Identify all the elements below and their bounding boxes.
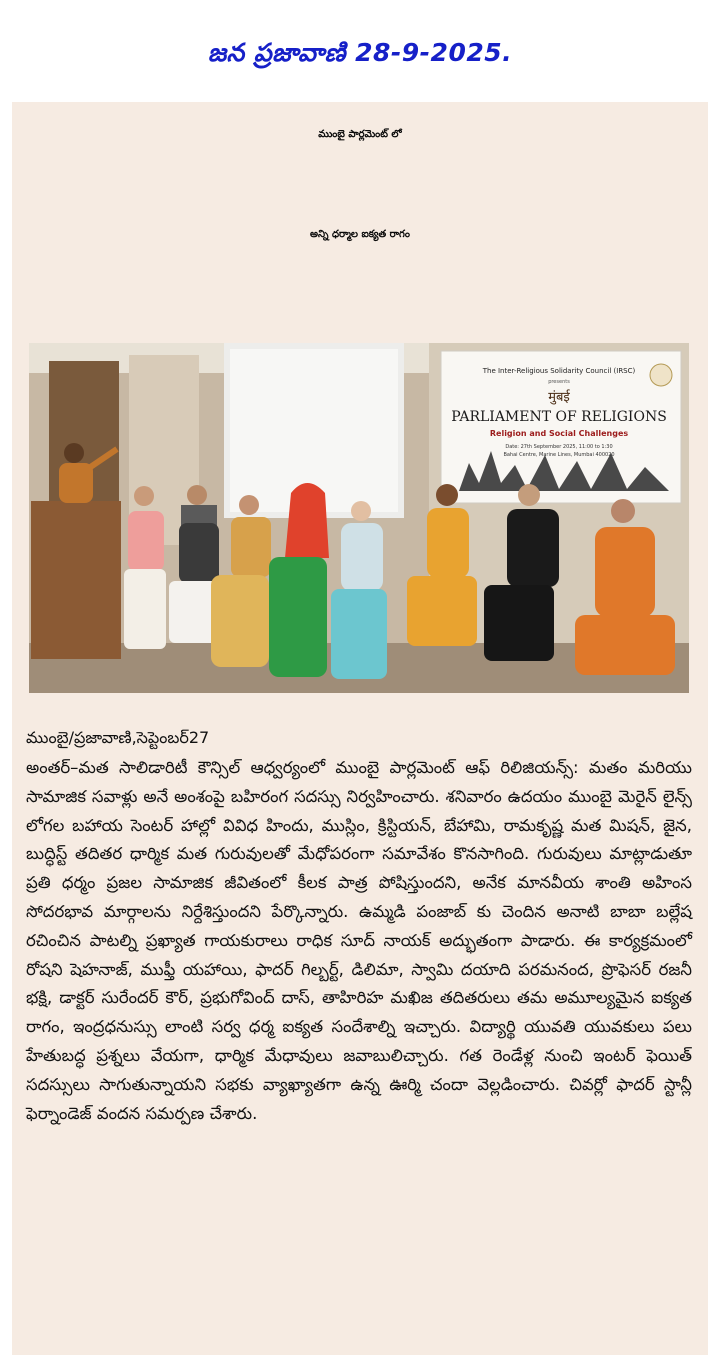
article-dateline: ముంబై/ప్రజావాణి,సెప్టెంబర్27	[26, 728, 210, 747]
banner-title: PARLIAMENT OF RELIGIONS	[451, 409, 667, 425]
banner-presents: presents	[548, 379, 570, 385]
banner-venue: Bahai Centre, Marine Lines, Mumbai 400020	[503, 452, 615, 458]
article-body: అంతర్–మత సాలిడారిటీ కౌన్సిల్ ఆధ్వర్యంలో ముంబై పార్లమెంట్ ఆఫ్ రిలిజియన్స్: మతం మరియు సామాజిక సవాళ్లు అనే అంశంపై బహిరంగ సదస్సు నిర్వహించారు. శనివారం ఉదయం ముంబై మెరైన్ లైన్స్ లోగల బహాయ సెంటర్ హాల్లో వివిధ హిందు, ముస్లిం, క్రిస్టియన్, బేహామి, రామకృష్ణ మత మిషన్, జైన, బుద్ధిస్ట్ తదితర ధార్మిక మత గురువులతో మేధోపరంగా సమావేశం కొనసాగింది. గురువులు మాట్లాడుతూ ప్రతి ధర్మం ప్రజల సామాజిక జీవితంలో కీలక పాత్ర పోషిస్తుందని, అనేక మానవీయ శాంతి అహింస సోదరభావ మార్గాలను నిర్దేశిస్తుందని పేర్కొన్నారు. ఉమ్మడి పంజాబ్ కు చెందిన అనాటి బాబా బల్లేష రచించిన పాటల్ని ప్రఖ్యాత గాయకురాలు రాధిక సూద్ నాయక్ అద్భుతంగా పాడారు. ఈ కార్యక్రమంలో రోషని షెహనాజ్, ముఫ్తీ యహాయి, ఫాదర్ గిల్బర్ట్, డిలిమా, స్వామి దయాది పరమనంద, ప్రొఫెసర్ రజనీ భక్షి, డాక్టర్ సురేందర్ కౌర్, ప్రభుగోవింద్ దాస్, తాహిరిహ మఖిజ తదితరులు తమ అమూల్యమైన ఐక్యత రాగం, ఇంద్రధనుస్సు లాంటి సర్వ ధర్మ ఐక్యత సందేశాల్ని ఇచ్చారు. విద్యార్థి యువతి యువకులు పలు హేతుబద్ధ ప్రశ్నలు వేయగా, ధార్మిక మేధావులు జవాబులిచ్చారు. గత రెండేళ్ల నుంచి ఇంటర్ ఫెయిత్ సదస్సులు సాగుతున్నాయని సభకు వ్యాఖ్యాతగా ఉన్న ఊర్మి చందా వెల్లడించారు. చివర్లో ఫాదర్ స్టాన్లీ ఫెర్నాండెజ్ వందన సమర్పణ చేశారు.	[26, 758, 692, 1123]
banner-details: Date: 27th September 2025, 11:00 to 1:30	[505, 444, 613, 450]
headline-line-2: అన్ని ధర్మాల ఐక్యత రాగం	[310, 229, 410, 240]
masthead	[0, 0, 720, 102]
banner-city: मुंबई	[548, 390, 570, 405]
masthead-title: జన ప్రజావాణి 28-9-2025.	[207, 38, 513, 67]
event-photo	[29, 343, 689, 693]
banner-subtitle: Religion and Social Challenges	[489, 429, 629, 438]
event-banner	[441, 351, 681, 503]
headline-line-1: ముంబై పార్లమెంట్ లో	[318, 129, 402, 140]
news-clipping	[12, 102, 708, 1355]
banner-org: The Inter-Religious Solidarity Council (IRSC)	[482, 367, 636, 375]
